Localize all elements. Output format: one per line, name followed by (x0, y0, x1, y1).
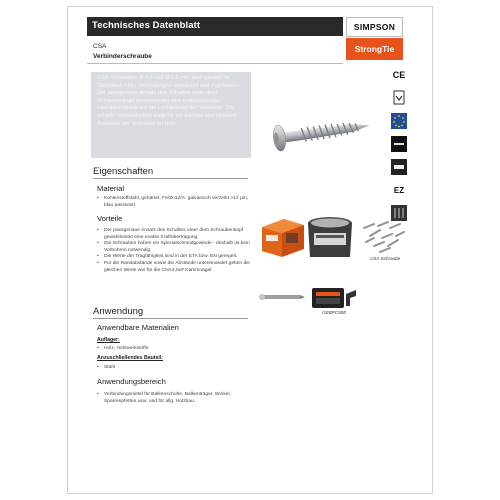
anschluss-list (97, 365, 252, 372)
anschluss-label: Anzuschließendes Bauteil: (97, 355, 164, 361)
bereich-heading: Anwendungsbereich (97, 377, 166, 386)
vorteile-list (97, 228, 252, 274)
auflager-list (97, 346, 252, 353)
vorteile-heading: Vorteile (97, 214, 123, 223)
list-item: • Holz, Holzwerkstoffe (97, 346, 252, 353)
intro-text: CSA-Schrauben Ø 4,0 und Ø 5,0 mm sind speziell für Stahlblech-Holz Verbindungen entwickelt und zugelassen. Der passgenaue Ansatz des Schaftes unter dem Schraubenkopf gewährleistet eine kraftschlüssige Lastübertragung auf die Lochleibung der Verbinder. Die scharfe Schneidspitze sorgt für ein leichtes und sicheres Ansetzen der Schraube im Holz. (97, 75, 241, 127)
bucket-image (304, 213, 356, 263)
anwendung-divider (93, 318, 248, 319)
eigenschaften-divider (93, 178, 248, 179)
case-image (310, 284, 358, 312)
header-bar (87, 17, 343, 36)
eu-flag-icon (390, 112, 408, 130)
bit-image (258, 290, 306, 304)
case-caption: GEBPC50E (322, 310, 347, 315)
orange-box-image (258, 213, 308, 261)
list-item: • Verbindungsmittel für Balkenschuhe, Balkenträger, Winkel, Sparrenpfetten usw. und für allg. Holzbau. (97, 392, 252, 405)
list-item: • Der passgenaue Ansatz des Schaftes unter dem Schraubenkopf gewährleistet eine exakte Kraftübertragung. (97, 228, 252, 241)
tag-icon (390, 158, 408, 176)
list-item: • Kohlenstoffstahl, gehärtet, Fe/Zn12/A: galvanisch verzinkt >12 µm, blau passiviert (97, 196, 252, 209)
material-heading: Material (97, 184, 125, 193)
auflager-label: Auflager: (97, 337, 120, 343)
screw-image (252, 72, 380, 187)
bereich-list (97, 392, 252, 405)
screw-head (272, 124, 288, 151)
materialien-heading: Anwendbare Materialien (97, 323, 179, 332)
loose-screws-image (360, 218, 408, 258)
certification-icons (388, 66, 410, 227)
dop-icon (390, 89, 408, 107)
material-list (97, 196, 252, 209)
eigenschaften-heading: Eigenschaften (93, 166, 154, 177)
brand-logo (346, 17, 403, 60)
logo-wordmark-bottom: StrongTie (346, 38, 403, 60)
anwendung-heading: Anwendung (93, 306, 144, 317)
list-item: • Die Werte der Tragfähigkeit sind in der ETA bzw. EN geregelt. (97, 254, 252, 261)
ez-icon: EZ (393, 185, 405, 195)
logo-wordmark-top: SIMPSON (346, 17, 403, 37)
list-item: • Stahl (97, 365, 252, 372)
list-item: • Für die Randabstände sowie die Abstände untereinander gelten die gleichen Werte wie für die CNA4,0x# Kammnägel. (97, 261, 252, 274)
product-line: CSA (93, 43, 107, 50)
list-item: • Die Schrauben haben ein Spezialschneidgewinde - deshalb ist kein Vorbohren notwendig. (97, 241, 252, 254)
header-divider (87, 63, 343, 64)
document-title: Technisches Datenblatt (92, 20, 201, 31)
zn-icon (390, 135, 408, 153)
screws-caption: CSA Schraube (370, 256, 401, 261)
product-name: Verbinderschraube (93, 53, 152, 60)
ce-icon: CE (392, 70, 406, 80)
